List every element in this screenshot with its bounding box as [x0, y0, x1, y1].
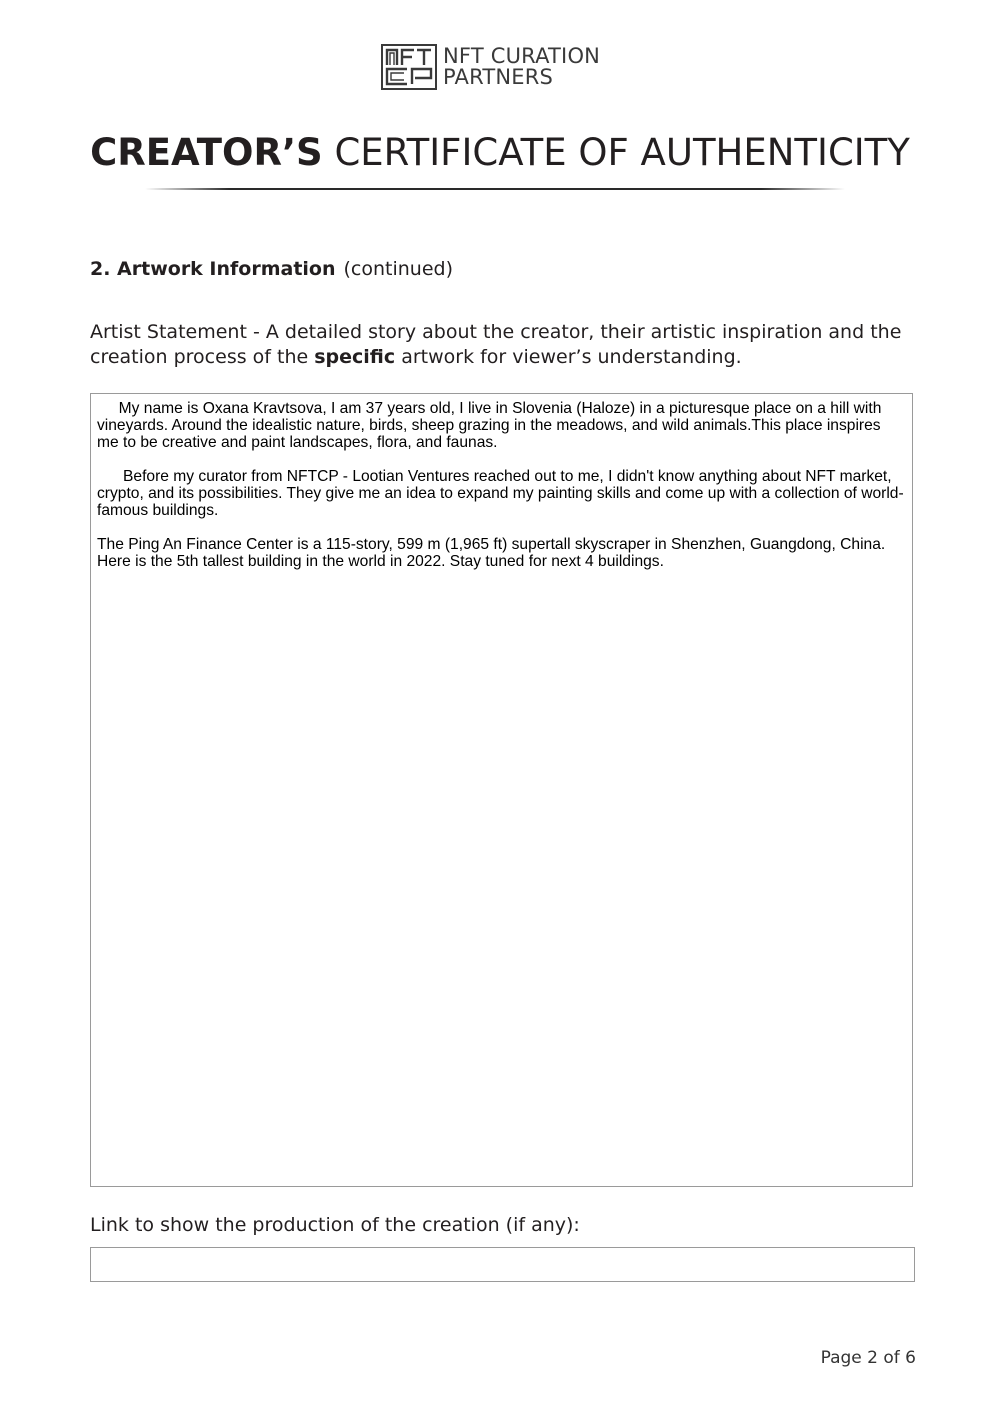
page-title	[0, 128, 1000, 178]
statement-label-after: artwork for viewer’s understanding.	[395, 346, 742, 368]
statement-paragraph-2: Before my curator from NFTCP - Lootian Ventures reached out to me, I didn't know anything about NFT market, crypto, and its possibilities. They give me an idea to expand my painting skills and come up with a collection of world-famous buildings.	[97, 468, 904, 519]
statement-label-bold: specific	[314, 346, 396, 368]
nftcp-logo	[381, 44, 600, 90]
logo-line-1: NFT CURATION	[443, 44, 601, 68]
title-divider	[145, 188, 845, 190]
logo-wordmark	[443, 46, 600, 88]
logo-line-2: PARTNERS	[443, 65, 554, 89]
artist-statement-field[interactable]	[90, 393, 913, 1187]
statement-paragraph-3: The Ping An Finance Center is a 115-story, 599 m (1,965 ft) supertall skyscraper in Shenzhen, Guangdong, China. Here is the 5th tallest building in the world in 2022. Stay tuned for next 4 buildings.	[97, 536, 890, 570]
production-link-label: Link to show the production of the creation (if any):	[90, 1214, 580, 1236]
artist-statement-label	[90, 320, 910, 370]
title-bold: CREATOR’S	[90, 131, 323, 174]
section-continued: (continued)	[343, 258, 454, 280]
production-link-field[interactable]	[90, 1247, 915, 1282]
nftcp-monogram-icon	[381, 44, 437, 90]
title-light: CERTIFICATE OF AUTHENTICITY	[334, 131, 910, 174]
section-title: 2. Artwork Information	[90, 258, 336, 280]
statement-label-before: Artist Statement - A detailed story about the creator, their artistic inspiration and the creation process of the	[90, 321, 902, 368]
page-number: Page 2 of 6	[820, 1348, 916, 1368]
section-heading	[90, 256, 453, 282]
statement-paragraph-1: My name is Oxana Kravtsova, I am 37 years old, I live in Slovenia (Haloze) in a picturesque place on a hill with vineyards. Around the idealistic nature, birds, sheep grazing in the meadows, and wild animals.This place inspires me to be creative and paint landscapes, flora, and faunas.	[97, 400, 886, 451]
